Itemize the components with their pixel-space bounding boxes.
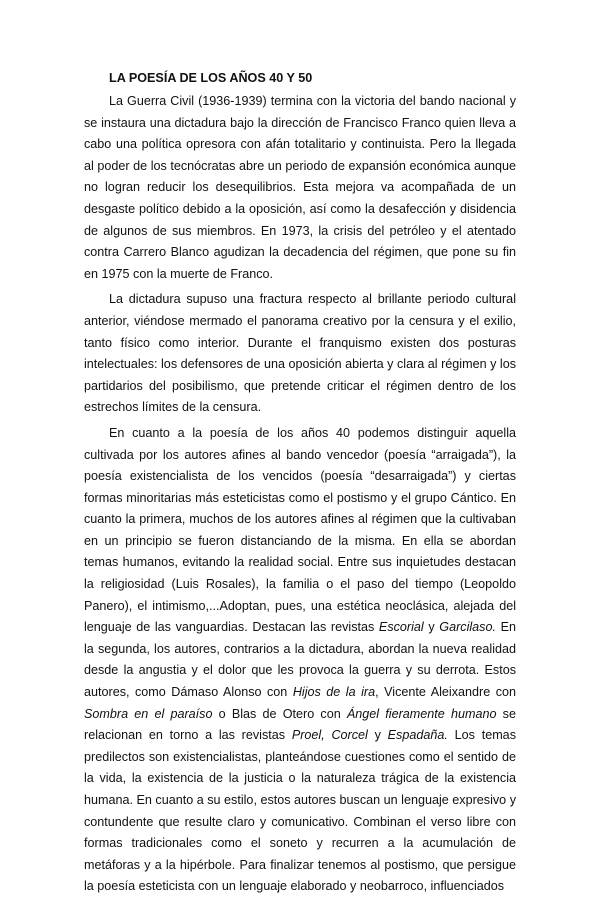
paragraph-3-run-0: En cuanto a la poesía de los años 40 podemos distinguir aquella cultivada por los autores afines al bando vencedor (poesía “arraigada”), la poesía existencialista de los vencidos (poesía “desarraigada”) y ciertas formas minoritarias más esteticistas como el postismo y el grupo Cántico. En cuanto la primera, muchos de los autores afines al régimen que la cultivaban en un principio se fueron distanciando de la misma. En ella se abordan temas humanos, evitando la realidad social. Entre sus inquietudes destacan la religiosidad (Luis Rosales), la familia o el paso del tiempo (Leopoldo Panero), el intimismo,...Adoptan, pues, una estética neoclásica, alejada del lenguaje de las vanguardias. Destacan las revistas [84,425,516,635]
paragraph-3-run-4: En la segunda, los autores, contrarios a la dictadura, abordan la nueva realidad desde la angustia y el dolor que les provoca la guerra y su derrota. Estos autores, como Dámaso Alonso con [84,620,517,700]
book-angel-fieramente-humano: Ángel fieramente humano [346,706,497,721]
paragraph-1 [84,91,516,285]
magazine-escorial: Escorial [378,620,424,635]
paragraph-3-run-12: y [367,728,388,743]
paragraph-3-run-6: , Vicente Aleixandre con [375,685,516,700]
paragraph-3-run-14: Los temas predilectos son existencialistas, planteándose cuestiones como el sentido de la vida, la existencia de la justicia o la naturaleza trágica de la existencia humana. En cuanto a su estilo, estos autores buscan un lenguaje expresivo y contundente que resulte claro y comunicativo. Combinan el verso libre con formas tradicionales como el soneto y recurren a la acumulación de metáforas y a la hipérbole. Para finalizar tenemos al postismo, que persigue la poesía esteticista con un lenguaje elaborado y neobarroco, influenciados [84,728,516,894]
magazine-garcilaso: Garcilaso. [439,620,496,635]
paragraph-2-text: La dictadura supuso una fractura respecto al brillante periodo cultural anterior, viéndose mermado el panorama creativo por la censura y el exilio, tanto físico como interior. Durante el franquismo existen dos posturas intelectuales: los defensores de una oposición abierta y clara al régimen y los partidarios del posibilismo, que pretende criticar el régimen dentro de los estrechos límites de la censura. [84,292,516,415]
book-hijos-de-la-ira: Hijos de la ira [292,685,376,700]
paragraph-3-run-2: y [423,620,440,635]
document-page [84,68,516,902]
magazine-espadana: Espadaña. [387,728,448,743]
document-title: LA POESÍA DE LOS AÑOS 40 Y 50 [109,71,313,85]
paragraph-3 [84,423,516,898]
paragraph-3-run-10: se relacionan en torno a las revistas [84,706,516,743]
paragraph-3-run-8: o Blas de Otero con [212,706,347,721]
magazines-proel-corcel: Proel, Corcel [291,728,368,743]
book-sombra-en-el-paraiso: Sombra en el paraíso [84,706,213,721]
paragraph-2 [84,289,516,419]
paragraph-1-text: La Guerra Civil (1936-1939) termina con la victoria del bando nacional y se instaura una dictadura bajo la dirección de Francisco Franco quien lleva a cabo una política opresora con afán totalitario y continuista. Pero la llegada al poder de los tecnócratas abre un periodo de expansión económica aunque no logran reducir los desequilibrios. Esta mejora va acompañada de un desgaste político debido a la oposición, así como la desafección y disidencia de algunos de sus miembros. En 1973, la crisis del petróleo y el atentado contra Carrero Blanco agudizan la decadencia del régimen, que pone su fin en 1975 con la muerte de Franco. [84,94,516,281]
